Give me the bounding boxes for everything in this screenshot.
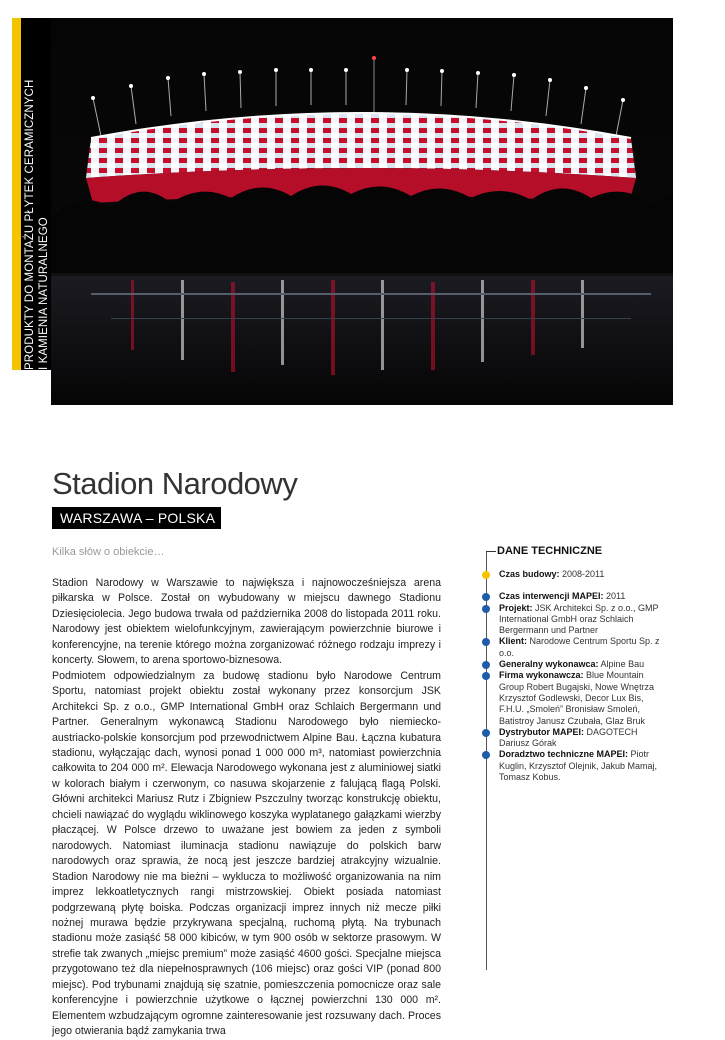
page-title: Stadion Narodowy (52, 466, 298, 501)
tech-item-consulting (486, 749, 666, 783)
tech-value: Blue Mountain Group Robert Bugajski, Nowe Wnętrza Krzysztof Godlewski, Decor Lux Bis, F.H.U. „Smoleń” Bronisław Smoleń, Batistroy Janusz Czubała, Glaz Bruk (499, 670, 655, 726)
technical-data-panel (486, 545, 666, 783)
tech-value: Piotr Kuglin, Krzysztof Olejnik, Jakub Mamaj, Tomasz Kobus. (499, 749, 658, 783)
tech-value: Narodowe Centrum Sportu Sp. z o.o. (499, 636, 660, 658)
side-label-line2: I KAMIENIA NATURALNEGO (38, 217, 50, 370)
article-body (52, 576, 441, 1040)
tech-label: Generalny wykonawca: (499, 659, 599, 670)
tech-item-client (486, 636, 666, 659)
side-label-line1: PRODUKTY DO MONTAŻU PŁYTEK CERAMICZNYCH (24, 79, 36, 370)
tech-item-distributor (486, 727, 666, 750)
tech-label: Projekt: (499, 602, 533, 613)
tech-label: Dystrybutor MAPEI: (499, 726, 585, 737)
intro-subheading: Kilka słów o obiekcie… (52, 546, 165, 558)
technical-data-list (486, 569, 666, 783)
timeline-dot-icon (482, 672, 490, 680)
tech-label: Klient: (499, 636, 527, 647)
timeline-dot-icon (482, 638, 490, 646)
paragraph: Podmiotem odpowiedzialnym za budowę stadionu było Narodowe Centrum Sportu, natomiast projekt obiektu został wykonany przez konsorcjum JSK Architekci Sp. z o.o., GMP International GmbH oraz Schlaich Bergermann und Partner. Generalnym wykonawcą Stadionu Narodowego było niemiecko-austriacko-polskie konsorcjum pod przewodnictwem Alpine Bau. Łączna kubatura stadionu, wyłączając dach, wynosi ponad 1 000 000 m³, natomiast powierzchnia całkowita to 204 000 m². Elewacja Narodowego wykonana jest z aluminiowej siatki w kolorach białym i czerwonym, co nasuwa skojarzenie z falującą flagą Polski. Główni architekci Mariusz Rutz i Zbigniew Pszczulny tworząc konstrukcję obiektu, chcieli nawiązać do wyglądu wiklinowego koszyka wyplatanego gałązkami wierzby płaczącej. W Polsce drzewo to uważane jest bowiem za jeden z symboli narodowych. Natomiast iluminacja stadionu nawiązuje do polskich barw narodowych oraz sprawia, że nocą jest jeszcze bardziej atrakcyjny wizualnie. Stadion Narodowy nie ma bieżni – wyklucza to możliwość organizowania na nim imprez lekkoatletycznych rangi mistrzowskiej. Obiekt posiada natomiast podgrzewaną płytę boiska. Podczas organizacji imprez innych niż mecze piłki nożnej murawa będzie przykrywana specjalną, ruchomą płytą. Na trybunach stadionu może zasiąść 58 000 kibiców, w tym 900 osób w sektorze prasowym. W strefie tak zwanych „miejsc premium” może zasiąść 4600 gości. Specjalne miejsca przygotowano też dla niepełnosprawnych (106 miejsc) oraz gości VIP (ponad 800 miejsc). Pod trybunami znajdują się szatnie, pomieszczenia pomocnicze oraz sale konferencyjne i powierzchnie użytkowe o łącznej powierzchni 130 000 m². Elementem wzbudzającym ogromne zainteresowanie jest rozsuwany dach. Proces jego otwierania bądź zamykania trwa (52, 669, 441, 1038)
tech-item-contractor-firm (486, 670, 666, 726)
tech-item-mapei-time (486, 591, 666, 602)
timeline-dot-icon (482, 661, 490, 669)
tech-value: DAGOTECH Dariusz Górak (499, 726, 638, 749)
timeline-dot-icon (482, 593, 490, 601)
tech-item-project (486, 603, 666, 637)
side-label (20, 10, 55, 370)
location-badge: WARSZAWA – POLSKA (52, 507, 221, 529)
paragraph: Stadion Narodowy w Warszawie to największa i najnowocześniejsza arena piłkarska w Polsce. Został on wybudowany w miejscu dawnego Stadionu Dziesięciolecia. Jego budowa trwała od października 2008 do listopada 2011 roku. Narodowy jest obiektem wielofunkcyjnym, zawierającym powierzchnie biurowe i konferencyjne, na terenie którego można zorganizować różnego rodzaju imprezy i koncerty. Słowem, to arena sportowo-biznesowa. (52, 577, 441, 667)
tech-value: Alpine Bau (598, 659, 645, 670)
timeline-dot-icon (482, 571, 490, 579)
tech-item-build-time (486, 569, 666, 580)
tech-item-general-contractor (486, 659, 666, 670)
timeline-dot-icon (482, 729, 490, 737)
tech-label: Firma wykonawcza: (499, 670, 584, 681)
technical-data-heading: DANE TECHNICZNE (486, 545, 666, 557)
timeline-dot-icon (482, 751, 490, 759)
tech-label: Doradztwo techniczne MAPEI: (499, 749, 629, 760)
tech-value: 2008-2011 (559, 569, 605, 579)
tech-value: JSK Architekci Sp. z o.o., GMP International GmbH oraz Schlaich Bergermann und Partner (499, 602, 659, 636)
timeline-dot-icon (482, 605, 490, 613)
tech-label: Czas budowy: (499, 569, 560, 579)
stadium-illustration (51, 18, 673, 405)
stadium-photo (51, 18, 673, 405)
tech-value: 2011 (603, 591, 626, 602)
tech-label: Czas interwencji MAPEI: (499, 591, 604, 602)
